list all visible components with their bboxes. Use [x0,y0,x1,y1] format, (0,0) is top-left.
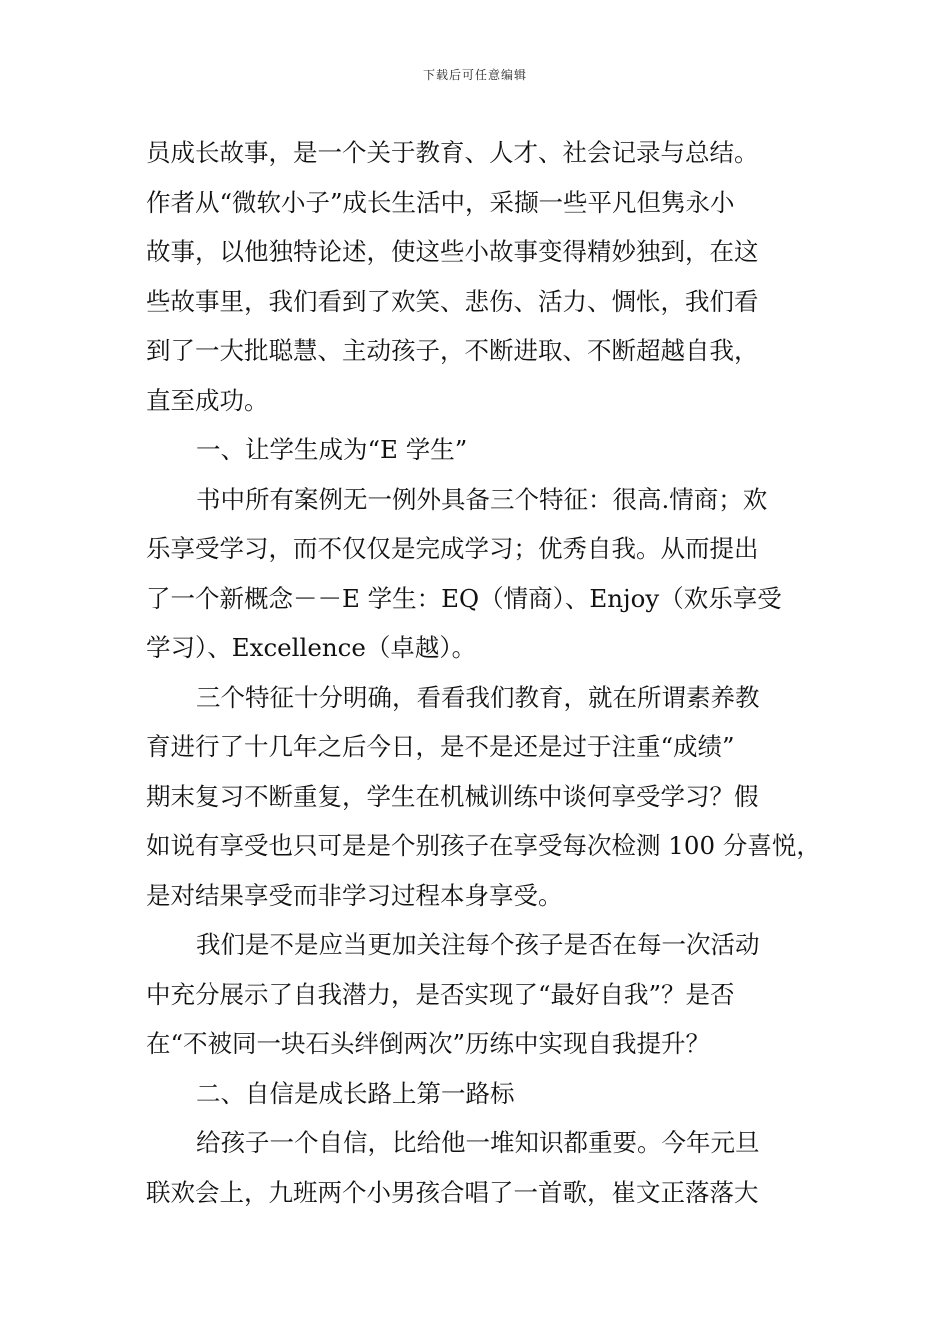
text-line: 育进行了十几年之后今日，是不是还是过于注重“成绩” [146,732,735,761]
text-line: 到了一大批聪慧、主动孩子，不断进取、不断超越自我， [146,336,759,365]
text-line: 期末复习不断重复，学生在机械训练中谈何享受学习？假 [146,781,759,811]
text-line: 联欢会上，九班两个小男孩合唱了一首歌，崔文正落落大 [146,1177,759,1207]
text-line: 直至成功。 [146,385,269,415]
text-line: 三个特征十分明确，看看我们教育，就在所谓素养教 [196,682,760,712]
text-line: 中充分展示了自我潜力，是否实现了“最好自我”？是否 [146,979,735,1009]
text-line: 书中所有案例无一例外具备三个特征：很高.情商；欢 [196,484,768,514]
body-text [146,128,821,1217]
text-line: 了一个新概念－－E 学生：EQ（情商）、Enjoy（欢乐享受 [146,583,782,613]
text-line: 是对结果享受而非学习过程本身享受。 [146,880,563,910]
text-line: 些故事里，我们看到了欢笑、悲伤、活力、惆怅，我们看 [146,286,759,316]
text-line: 如说有享受也只可是是个别孩子在享受每次检测 100 分喜悦， [146,831,821,860]
text-line: 学习）、Excellence（卓越）。 [146,633,477,662]
text-line: 我们是不是应当更加关注每个孩子是否在每一次活动 [196,930,760,959]
text-line: 给孩子一个自信，比给他一堆知识都重要。今年元旦 [196,1128,760,1157]
text-line: 员成长故事，是一个关于教育、人才、社会记录与总结。 [146,138,759,167]
page-header: 下载后可任意编辑 [422,68,527,82]
text-line: 一、让学生成为“E 学生” [196,435,468,464]
text-line: 作者从“微软小子”成长生活中，采撷一些平凡但隽永小 [146,187,735,217]
text-line: 乐享受学习，而不仅仅是完成学习；优秀自我。从而提出 [146,534,759,563]
text-line: 二、自信是成长路上第一路标 [196,1078,515,1108]
text-line: 故事，以他独特论述，使这些小故事变得精妙独到，在这 [146,237,759,266]
text-line: 在“不被同一块石头绊倒两次”历练中实现自我提升？ [146,1029,711,1058]
